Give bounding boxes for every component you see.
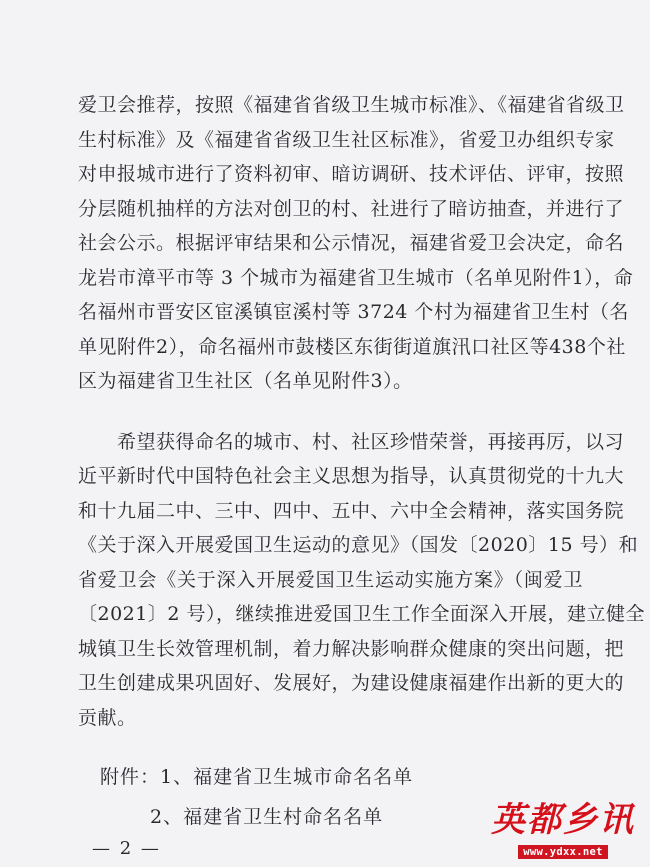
paragraph-2-line-1: 希望获得命名的城市、村、社区珍惜荣誉，再接再厉，以习 — [78, 430, 625, 453]
paragraph-1-line-3: 对申报城市进行了资料初审、暗访调研、技术评估、评审，按照 — [78, 163, 625, 185]
watermark-title: 英都乡讯 — [491, 800, 635, 840]
page-number: — 2 — — [92, 838, 161, 859]
watermark-url: www.ydxx.net — [518, 845, 607, 859]
attachment-item-2: 2、福建省卫生村命名名单 — [150, 806, 384, 828]
paragraph-2-line-4: 《关于深入开展爱国卫生运动的意见》（国发〔2020〕15 号）和 — [78, 534, 639, 556]
paragraph-1-line-1: 爱卫会推荐，按照《福建省省级卫生城市标准》、《福建省省级卫 — [78, 94, 625, 116]
paragraph-2-line-7: 城镇卫生长效管理机制，着力解决影响群众健康的突出问题，把 — [78, 637, 625, 660]
document-body — [78, 88, 645, 735]
paragraph-2-line-9: 贡献。 — [78, 706, 137, 729]
paragraph-1-line-5: 社会公示。根据评审结果和公示情况，福建省爱卫会决定，命名 — [78, 232, 625, 254]
paragraph-1-line-8: 单见附件2），命名福州市鼓楼区东街街道旗汛口社区等438个社 — [78, 335, 626, 358]
paragraph-2-line-3: 和十九届二中、三中、四中、五中、六中全会精神，落实国务院 — [78, 499, 625, 522]
paragraph-1-line-7: 名福州市晋安区宦溪镇宦溪村等 3724 个村为福建省卫生村（名 — [78, 301, 629, 323]
paragraph-2-line-5: 省爱卫会《关于深入开展爱国卫生运动实施方案》（闽爱卫 — [78, 568, 583, 591]
paragraph-2-line-6: 〔2021〕2 号），继续推进爱国卫生工作全面深入开展，建立健全 — [78, 603, 645, 625]
paragraph-gap — [78, 399, 583, 425]
paragraph-1-line-9: 区为福建省卫生社区（名单见附件3）。 — [78, 370, 413, 392]
paragraph-1-line-2: 生村标准》及《福建省省级卫生社区标准》，省爱卫办组织专家 — [78, 128, 615, 151]
paragraph-1-line-4: 分层随机抽样的方法对创卫的村、社进行了暗访抽查，并进行了 — [78, 197, 625, 220]
paragraph-2-line-2: 近平新时代中国特色社会主义思想为指导，认真贯彻党的十九大 — [78, 465, 625, 487]
paragraph-1-line-6: 龙岩市漳平市等 3 个城市为福建省卫生城市（名单见附件1），命 — [78, 266, 634, 289]
paragraph-2-line-8: 卫生创建成果巩固好、发展好，为建设健康福建作出新的更大的 — [78, 672, 625, 694]
watermark — [488, 800, 638, 859]
attachment-item-1: 附件：1、福建省卫生城市命名名单 — [100, 766, 414, 788]
